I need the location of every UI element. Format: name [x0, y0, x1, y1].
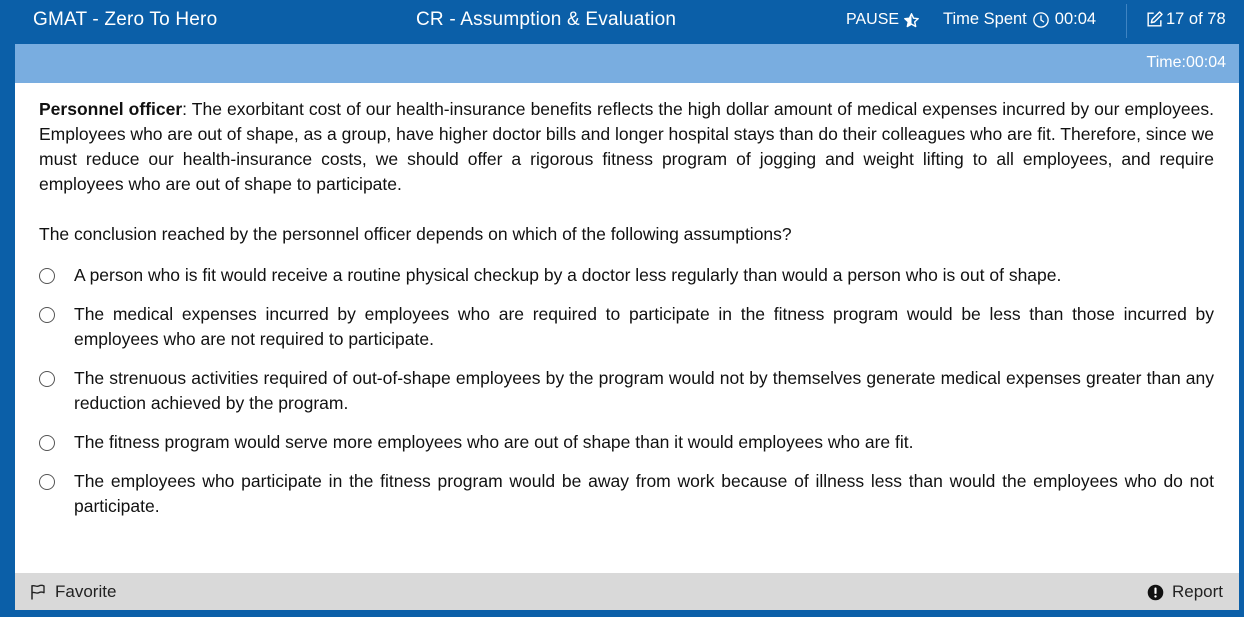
question-panel: [15, 44, 1239, 610]
radio-button[interactable]: [39, 371, 55, 387]
choice-text: The employees who participate in the fitness program would be away from work because of illness less than would the employees who do not participate.: [74, 471, 1214, 516]
radio-button[interactable]: [39, 268, 55, 284]
answer-choice[interactable]: [39, 366, 1214, 416]
flag-icon: [29, 583, 47, 601]
radio-button[interactable]: [39, 307, 55, 323]
answer-choice[interactable]: [39, 430, 1214, 455]
report-label: Report: [1171, 582, 1223, 601]
time-spent: [943, 10, 1096, 29]
answer-choice[interactable]: [39, 263, 1214, 288]
bottom-bar: [15, 573, 1239, 610]
clock-icon: [1032, 11, 1050, 29]
time-spent-value: 00:04: [1054, 10, 1097, 28]
choice-text: A person who is fit would receive a routine physical checkup by a doctor less regularly than would a person who is out of shape.: [74, 265, 1062, 285]
passage-text: : The exorbitant cost of our health-insurance benefits reflects the high dollar amount of medical expenses incurred by our employees. Employees who are out of shape, as a group, have higher doctor bills and longer hospital stays than do their colleagues who are fit. Therefore, since we must reduce our health-insurance costs, we should offer a rigorous fitness program of jogging and weight lifting to all employees, and require employees who are out of shape to participate.: [39, 99, 1214, 194]
app-title: GMAT - Zero To Hero: [33, 9, 218, 30]
question-content: [39, 97, 1214, 533]
choice-text: The strenuous activities required of out-of-shape employees by the program would not by themselves generate medical expenses greater than any reduction achieved by the program.: [74, 368, 1214, 413]
question-counter-text: 17 of 78: [1166, 10, 1226, 28]
choice-text: The medical expenses incurred by employees who are required to participate in the fitness program would be less than those incurred by employees who are not required to participate.: [74, 304, 1214, 349]
edit-icon: [1145, 10, 1164, 29]
header-divider: [1126, 4, 1127, 38]
answer-choices: [39, 263, 1214, 519]
passage: [39, 97, 1214, 197]
timer-bar: [15, 44, 1239, 83]
report-button[interactable]: [1147, 582, 1223, 602]
favorite-label: Favorite: [55, 582, 117, 601]
pause-button[interactable]: [846, 11, 920, 29]
radio-button[interactable]: [39, 435, 55, 451]
time-spent-label: Time Spent: [943, 10, 1027, 28]
question-counter: [1145, 10, 1226, 29]
exclamation-circle-icon: [1147, 584, 1164, 601]
passage-speaker: Personnel officer: [39, 99, 183, 119]
answer-choice[interactable]: [39, 469, 1214, 519]
choice-text: The fitness program would serve more employees who are out of shape than it would employees who are fit.: [74, 432, 914, 452]
top-bar: [0, 0, 1244, 42]
question-stem: The conclusion reached by the personnel officer depends on which of the following assumptions?: [39, 224, 792, 244]
section-title: CR - Assumption & Evaluation: [416, 9, 677, 30]
timer-text: Time:00:04: [1146, 54, 1226, 71]
radio-button[interactable]: [39, 474, 55, 490]
pause-label: PAUSE: [846, 11, 900, 28]
favorite-button[interactable]: [29, 582, 116, 602]
answer-choice[interactable]: [39, 302, 1214, 352]
star-icon: [903, 12, 920, 29]
